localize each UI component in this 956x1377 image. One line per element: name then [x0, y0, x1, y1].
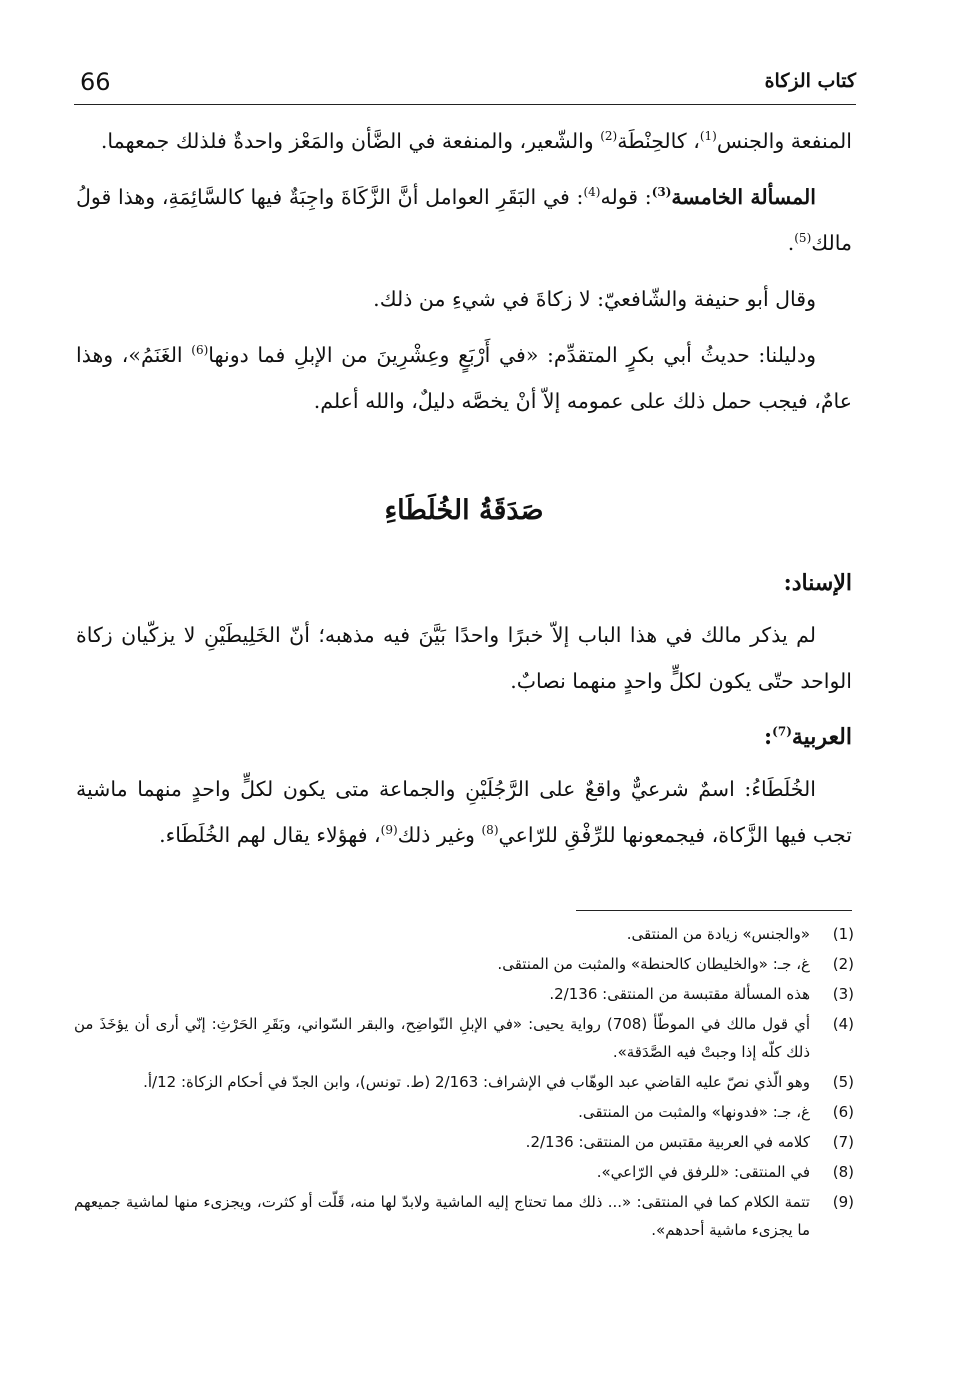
footnote-number: (1)	[832, 925, 854, 943]
footnote	[74, 1010, 854, 1066]
footnote-number: (7)	[832, 1133, 854, 1151]
isnad-heading: الإسناد:	[783, 570, 852, 596]
footnote	[74, 1158, 854, 1186]
footnote	[74, 950, 854, 978]
text-run: ودليلنا: حديثُ أبي بكرٍ المتقدِّم: «في أَرْبَعٍ وعِشْرِينَ من الإبلِ فما دونها	[208, 343, 816, 367]
footnote-number: (2)	[832, 955, 854, 973]
text-run: ، فهؤلاء يقال لهم الخُلَطَاء.	[159, 823, 381, 847]
footnote-number: (6)	[832, 1103, 854, 1121]
footnote-ref-1[interactable]: (1)	[699, 129, 717, 144]
footnote-text: هذه المسألة مقتبسة من المنتقى: 2/136.	[549, 985, 810, 1003]
footnote-number: (9)	[832, 1193, 854, 1211]
paragraph-1	[76, 118, 852, 164]
text-run: : في البَقَرِ العوامل أنَّ الزَّكَاةَ واجِبَةٌ فيها كالسَّائِمَةِ، وهذا قولُ مالك	[76, 185, 852, 255]
footnote-text: غ، جـ: «فدونها» والمثبت من المنتقى.	[578, 1103, 810, 1121]
paragraph-3: وقال أبو حنيفة والشّافعيّ: لا زكاةَ في شيءِ من ذلك.	[373, 287, 816, 311]
footnotes	[74, 920, 854, 1246]
text-run: وغير ذلك	[397, 823, 482, 847]
text-run: الخُلَطَاءُ: اسمٌ شرعيٌّ واقعٌ على الرَّجُلَيْنِ والجماعة متى يكون لكلٍّ واحدٍ منهما ماشية تجب فيها الزَّكاة، فيجمعونها للرِّفْقِ للرّاعي	[76, 777, 852, 847]
footnote	[74, 1068, 854, 1096]
footnote-text: «والجنس» زيادة من المنتقى.	[626, 925, 810, 943]
paragraph-5	[76, 766, 852, 858]
page-number: 66	[80, 68, 111, 96]
main-text	[76, 118, 852, 868]
footnote-ref-3[interactable]: (3)	[651, 185, 672, 200]
footnote-ref-6[interactable]: (6)	[191, 343, 209, 358]
footnote-ref-5[interactable]: (5)	[794, 231, 812, 246]
footnote-rule	[576, 910, 852, 911]
footnote-text: وهو الّذي نصّ عليه القاضي عبد الوهّاب في الإشراف: 2/163 (ط. تونس)، وابن الجدّ في أحكام الزكاة: 12/أ.	[143, 1073, 810, 1091]
text-run: : قوله	[600, 185, 652, 209]
footnote-ref-7[interactable]: (7)	[772, 724, 792, 739]
footnote-text: كلامه في العربية مقتبس من المنتقى: 2/136.	[525, 1133, 810, 1151]
footnote-number: (5)	[832, 1073, 854, 1091]
footnote-number: (8)	[832, 1163, 854, 1181]
text-run: .	[787, 231, 795, 255]
footnote	[74, 1188, 854, 1244]
footnote-ref-8[interactable]: (8)	[481, 823, 499, 838]
text-run: والشّعير، والمنفعة في الضَّأن والمَعْز واحدةٌ فلذلك جمعهما.	[100, 129, 601, 153]
footnote-number: (4)	[832, 1015, 854, 1033]
footnote	[74, 920, 854, 948]
header-rule	[74, 104, 856, 105]
issue-label: المسألة الخامسة	[671, 185, 816, 209]
arabiyya-heading	[76, 714, 852, 760]
text-run: الغَنَمُ»، وهذا عامٌ، فيجب حمل ذلك على عمومه إلاّ أنْ يخصَّه دليلٌ، والله أعلم.	[76, 343, 852, 413]
paragraph-4	[76, 332, 852, 424]
heading-colon: :	[764, 724, 773, 750]
footnote-text: تتمة الكلام كما في المنتقى: «... ذلك مما تحتاج إليه الماشية ولابدّ لها منه، قَلّت أو كثرت، ويجزىء منها لماشية جميعهم ما يجزىء ماشية أحدهم».	[74, 1193, 810, 1239]
footnote-ref-9[interactable]: (9)	[380, 823, 398, 838]
footnote-ref-2[interactable]: (2)	[600, 129, 618, 144]
footnote-number: (3)	[832, 985, 854, 1003]
footnote	[74, 980, 854, 1008]
footnote-text: في المنتقى: «للرفق في الرّاعي».	[596, 1163, 810, 1181]
heading-text: العربية	[791, 724, 852, 750]
paragraph-2	[76, 174, 852, 266]
footnote	[74, 1098, 854, 1126]
footnote	[74, 1128, 854, 1156]
isnad-paragraph: لم يذكر مالك في هذا الباب إلاّ خبرًا واحدًا بَيَّنَ فيه مذهبه؛ أنّ الخَلِيطَيْنِ لا يزكّيان زكاة الواحد حتّى يكون لكلٍّ واحدٍ منهما نصابٌ.	[76, 623, 852, 693]
footnote-text: غ، جـ: «والخليطان كالحنطة» والمثبت من المنتقى.	[497, 955, 810, 973]
footnote-ref-4[interactable]: (4)	[583, 185, 601, 200]
text-run: المنفعة والجنس	[716, 129, 852, 153]
section-title: صَدَقَةُ الخُلَطَاءِ	[384, 495, 544, 526]
book-title: كتاب الزكاة	[764, 70, 856, 92]
running-head	[74, 66, 856, 104]
footnote-text: أي قول مالك في الموطّأ (708) رواية يحيى: «في الإبلِ النّواضِح، والبقر السّواني، وبَقَرِ الحَرْثِ: إنّي أرى أن يؤخَذَ من ذلك كلّه إذا وجبتْ فيه الصَّدَقة».	[74, 1015, 810, 1061]
text-run: ، كالحِنْطَة	[617, 129, 700, 153]
